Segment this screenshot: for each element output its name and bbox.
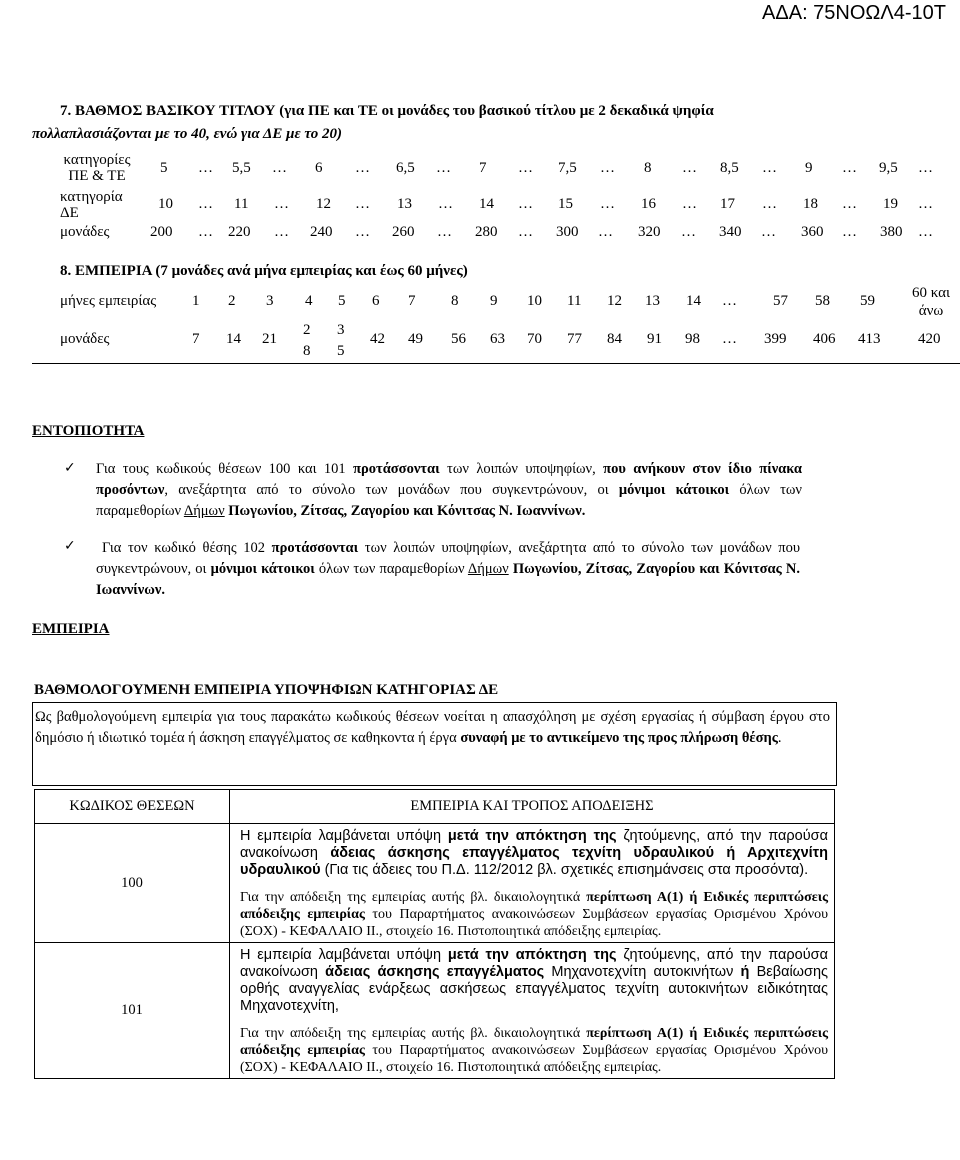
- unit-value: …: [722, 331, 737, 347]
- month-value: 4: [305, 293, 313, 309]
- text: Για την απόδειξη της εμπειρίας αυτής βλ. δικαιολογητικά: [240, 1026, 587, 1041]
- value-units: 200: [150, 224, 173, 240]
- value-units: …: [918, 224, 933, 240]
- unit-value: 420: [918, 331, 941, 347]
- months-last-line2: άνω: [918, 303, 944, 319]
- value-pe-te: …: [762, 160, 777, 176]
- table-header-row: [35, 790, 835, 824]
- value-units: …: [355, 224, 370, 240]
- value-units: …: [274, 224, 289, 240]
- text: των λοιπών υποψηφίων,: [439, 461, 604, 477]
- unit-value: 399: [764, 331, 787, 347]
- text: όλων των παραμεθορίων: [96, 482, 802, 519]
- month-value: 12: [607, 293, 622, 309]
- month-value: 58: [815, 293, 830, 309]
- text: Για τον κωδικό θέσης 102: [102, 540, 272, 556]
- text: Η εμπειρία λαμβάνεται υπόψη: [240, 828, 448, 844]
- value-units: 260: [392, 224, 415, 240]
- units-split-35-top: 3: [337, 322, 345, 338]
- value-units: …: [842, 224, 857, 240]
- month-value: 59: [860, 293, 875, 309]
- units-label: μονάδες: [60, 331, 110, 347]
- text: (Για τις άδειες του Π.Δ. 112/2012 βλ. σχετικές επισημάνσεις στα προσόντα).: [320, 862, 809, 878]
- unit-value: 7: [192, 331, 200, 347]
- description-proof: [230, 1021, 834, 1078]
- value-de: 19: [883, 196, 898, 212]
- text-bold: μόνιμοι κάτοικοι: [618, 482, 730, 498]
- month-value: 14: [686, 293, 701, 309]
- value-pe-te: …: [600, 160, 615, 176]
- value-pe-te: …: [918, 160, 933, 176]
- month-value: 9: [490, 293, 498, 309]
- month-value: 2: [228, 293, 236, 309]
- unit-value: 98: [685, 331, 700, 347]
- value-de: …: [355, 196, 370, 212]
- unit-value: 413: [858, 331, 881, 347]
- text: Ως βαθμολογούμενη εμπειρία για τους παρακάτω κωδικούς θέσεων νοείται η απασχόληση με σχέση εργασίας ή σύμβαση έργου στο δημόσιο ή ιδιωτικό τομέα ή άσκηση επαγγέλματος σε καθηκοντα ή έργα: [35, 709, 830, 746]
- month-value: 6: [372, 293, 380, 309]
- text: όλων των παραμεθορίων: [314, 561, 468, 577]
- month-value: …: [722, 293, 737, 309]
- value-pe-te: …: [198, 160, 213, 176]
- value-pe-te: …: [355, 160, 370, 176]
- value-pe-te: …: [518, 160, 533, 176]
- unit-value: 70: [527, 331, 542, 347]
- experience-table: [34, 789, 835, 1079]
- description-main: [230, 824, 834, 879]
- value-units: …: [681, 224, 696, 240]
- text: .: [777, 730, 782, 746]
- ada-code: ΑΔΑ: 75ΝΟΩΛ4-10Τ: [762, 2, 946, 24]
- text-bold: μόνιμοι κάτοικοι: [210, 561, 315, 577]
- value-units: …: [761, 224, 776, 240]
- value-pe-te: 8,5: [720, 160, 739, 176]
- text-bold: που ανήκουν στον ίδιο πίνακα προσόντων: [96, 461, 803, 498]
- row-label-units: μονάδες: [60, 224, 110, 240]
- table-row: [35, 824, 835, 943]
- text: του Παραρτήματος ανακοινώσεων Συμβάσεων εργασίας Ορισμένου Χρόνου (ΣΟΧ) - ΚΕΦΑΛΑΙΟ ΙΙ., στοιχείο 16. Πιστοποιητικά απόδειξης εμπειρίας.: [240, 1043, 828, 1075]
- unit-value: 14: [226, 331, 241, 347]
- unit-value: 63: [490, 331, 505, 347]
- value-de: 10: [158, 196, 173, 212]
- text: Για την απόδειξη της εμπειρίας αυτής βλ. δικαιολογητικά: [240, 890, 587, 905]
- value-de: …: [842, 196, 857, 212]
- row-label-pe-te: [60, 152, 134, 184]
- text: Για τους κωδικούς θέσεων 100 και 101: [96, 461, 354, 477]
- row-label-de: [60, 189, 123, 221]
- section7-title: 7. ΒΑΘΜΟΣ ΒΑΣΙΚΟΥ ΤΙΤΛΟΥ (για ΠΕ και ΤΕ οι μονάδες του βασικού τίτλου με 2 δεκαδικά ψηφία: [60, 103, 714, 119]
- value-de: 18: [803, 196, 818, 212]
- value-pe-te: 7,5: [558, 160, 577, 176]
- section7-title-continued: πολλαπλασιάζονται με το 40, ενώ για ΔΕ με το 20): [32, 126, 343, 142]
- units-split-28-bottom: 8: [303, 343, 311, 359]
- value-pe-te: 6,5: [396, 160, 415, 176]
- value-pe-te: 9: [805, 160, 813, 176]
- text-bold: ή: [740, 964, 750, 980]
- month-value: 5: [338, 293, 346, 309]
- month-value: 3: [266, 293, 274, 309]
- row-label-de-line2: ΔΕ: [60, 205, 79, 221]
- check-icon: ✓: [64, 538, 76, 554]
- value-units: 320: [638, 224, 661, 240]
- month-value: 1: [192, 293, 200, 309]
- value-pe-te: 8: [644, 160, 652, 176]
- experience-definition-box: [32, 702, 837, 786]
- check-icon: ✓: [64, 460, 76, 476]
- value-units: 220: [228, 224, 251, 240]
- unit-value: 21: [262, 331, 277, 347]
- code-cell: 101: [35, 943, 230, 1079]
- code-cell: 100: [35, 824, 230, 943]
- value-pe-te: 6: [315, 160, 323, 176]
- text-bold: μετά την απόκτηση της: [447, 828, 617, 844]
- description-cell: [230, 943, 835, 1079]
- description-main: [230, 943, 834, 1015]
- experience-heading: ΕΜΠΕΙΡΙΑ: [32, 621, 110, 637]
- value-de: …: [600, 196, 615, 212]
- text-bold: συναφή με το αντικείμενο της προς πλήρωση θέσης: [460, 730, 778, 746]
- value-units: 380: [880, 224, 903, 240]
- month-value: 13: [645, 293, 660, 309]
- locality-heading: ΕΝΤΟΠΙΟΤΗΤΑ: [32, 423, 145, 439]
- unit-value: 91: [647, 331, 662, 347]
- text: ζητούμενης, από την παρούσα ανακοίνωση: [240, 828, 828, 861]
- text: , ανεξάρτητα από το σύνολο των μονάδων που συγκεντρώνουν, οι: [164, 482, 619, 498]
- text-bold: άδειας άσκησης επαγγέλματος τεχνίτη υδραυλικού ή Αρχιτεχνίτη υδραυλικού: [240, 845, 828, 878]
- value-de: …: [198, 196, 213, 212]
- description-proof: [230, 885, 834, 942]
- unit-value: 406: [813, 331, 836, 347]
- month-value: 7: [408, 293, 416, 309]
- header-experience: ΕΜΠΕΙΡΙΑ ΚΑΙ ΤΡΟΠΟΣ ΑΠΟΔΕΙΞΗΣ: [230, 790, 835, 824]
- value-units: …: [198, 224, 213, 240]
- text: του Παραρτήματος ανακοινώσεων Συμβάσεων εργασίας Ορισμένου Χρόνου (ΣΟΧ) - ΚΕΦΑΛΑΙΟ ΙΙ., στοιχείο 16. Πιστοποιητικά απόδειξης εμπειρίας.: [240, 907, 828, 939]
- value-de: 12: [316, 196, 331, 212]
- units-split-35-bottom: 5: [337, 343, 345, 359]
- value-de: 15: [558, 196, 573, 212]
- text: των λοιπών υποψηφίων, ανεξάρτητα από το σύνολο των μονάδων που συγκεντρώνουν, οι: [96, 540, 801, 577]
- value-de: …: [438, 196, 453, 212]
- units-split-28: [303, 320, 311, 362]
- experience-subheading: ΒΑΘΜΟΛΟΓΟΥΜΕΝΗ ΕΜΠΕΙΡΙΑ ΥΠΟΨΗΦΙΩΝ ΚΑΤΗΓΟΡΙΑΣ ΔΕ: [34, 682, 499, 698]
- value-pe-te: 5,5: [232, 160, 251, 176]
- unit-value: 56: [451, 331, 466, 347]
- value-de: 14: [479, 196, 494, 212]
- value-units: 340: [719, 224, 742, 240]
- text-bold: προτάσσονται: [353, 461, 440, 477]
- value-units: 240: [310, 224, 333, 240]
- row-label-de-line1: κατηγορία: [60, 189, 123, 205]
- locality-bullet-2: [96, 538, 800, 601]
- row-label-pe-te-line2: ΠΕ & ΤΕ: [68, 168, 126, 184]
- value-de: …: [762, 196, 777, 212]
- text-bold: προτάσσονται: [271, 540, 359, 556]
- value-de: …: [918, 196, 933, 212]
- month-value: 8: [451, 293, 459, 309]
- unit-value: 84: [607, 331, 622, 347]
- text-bold: Πωγωνίου, Ζίτσας, Ζαγορίου και Κόνιτσας Ν. Ιωαννίνων.: [96, 561, 801, 598]
- value-de: …: [682, 196, 697, 212]
- value-de: …: [274, 196, 289, 212]
- value-de: 11: [234, 196, 249, 212]
- month-value: 11: [567, 293, 582, 309]
- value-pe-te: 5: [160, 160, 168, 176]
- months-last-line1: 60 και: [912, 285, 951, 301]
- month-value: 10: [527, 293, 542, 309]
- value-pe-te: …: [272, 160, 287, 176]
- value-pe-te: …: [842, 160, 857, 176]
- value-units: …: [437, 224, 452, 240]
- text: Μηχανοτεχνίτη αυτοκινήτων: [544, 964, 741, 980]
- description-cell: [230, 824, 835, 943]
- section8-title: 8. ΕΜΠΕΙΡΙΑ (7 μονάδες ανά μήνα εμπειρίας και έως 60 μήνες): [60, 263, 468, 279]
- value-pe-te: …: [436, 160, 451, 176]
- month-value: 57: [773, 293, 788, 309]
- value-units: 360: [801, 224, 824, 240]
- unit-value: 42: [370, 331, 385, 347]
- header-codes: ΚΩΔΙΚΟΣ ΘΕΣΕΩΝ: [35, 790, 230, 824]
- value-pe-te: 7: [479, 160, 487, 176]
- text-underlined: Δήμων: [467, 561, 509, 577]
- text: ζητούμενης, από την παρούσα ανακοίνωση: [240, 947, 828, 980]
- months-last: [912, 284, 950, 320]
- value-de: 16: [641, 196, 656, 212]
- units-split-28-top: 2: [303, 322, 311, 338]
- row-label-pe-te-line1: κατηγορίες: [63, 152, 131, 168]
- value-de: 13: [397, 196, 412, 212]
- value-units: 300: [556, 224, 579, 240]
- value-de: …: [518, 196, 533, 212]
- months-label: μήνες εμπειρίας: [60, 293, 157, 309]
- table-row: [35, 943, 835, 1079]
- units-split-35: [337, 320, 345, 362]
- value-units: 280: [475, 224, 498, 240]
- text-bold: περίπτωση Α(1) ή Ειδικές περιπτώσεις απόδειξης εμπειρίας: [240, 890, 828, 922]
- text: Βεβαίωσης ορθής αναγγελίας ενάρξεως ασκήσεως επαγγέλματος τεχνίτη αυτοκινήτων ειδικότητας Μηχανοτεχνίτη,: [240, 964, 828, 1014]
- text: Η εμπειρία λαμβάνεται υπόψη: [240, 947, 448, 963]
- text-bold: περίπτωση Α(1) ή Ειδικές περιπτώσεις απόδειξης εμπειρίας: [240, 1026, 828, 1058]
- value-pe-te: …: [682, 160, 697, 176]
- text-bold: μετά την απόκτηση της: [447, 947, 617, 963]
- experience-definition-text: [33, 703, 836, 749]
- value-pe-te: 9,5: [879, 160, 898, 176]
- value-units: …: [518, 224, 533, 240]
- text-bold: Πωγωνίου, Ζίτσας, Ζαγορίου και Κόνιτσας Ν. Ιωαννίνων.: [228, 503, 586, 519]
- value-de: 17: [720, 196, 735, 212]
- text-bold: άδειας άσκησης επαγγέλματος: [325, 964, 545, 980]
- value-units: …: [598, 224, 613, 240]
- text-underlined: Δήμων: [183, 503, 225, 519]
- locality-bullet-1: [96, 459, 802, 522]
- section-divider: [32, 363, 960, 364]
- unit-value: 77: [567, 331, 582, 347]
- unit-value: 49: [408, 331, 423, 347]
